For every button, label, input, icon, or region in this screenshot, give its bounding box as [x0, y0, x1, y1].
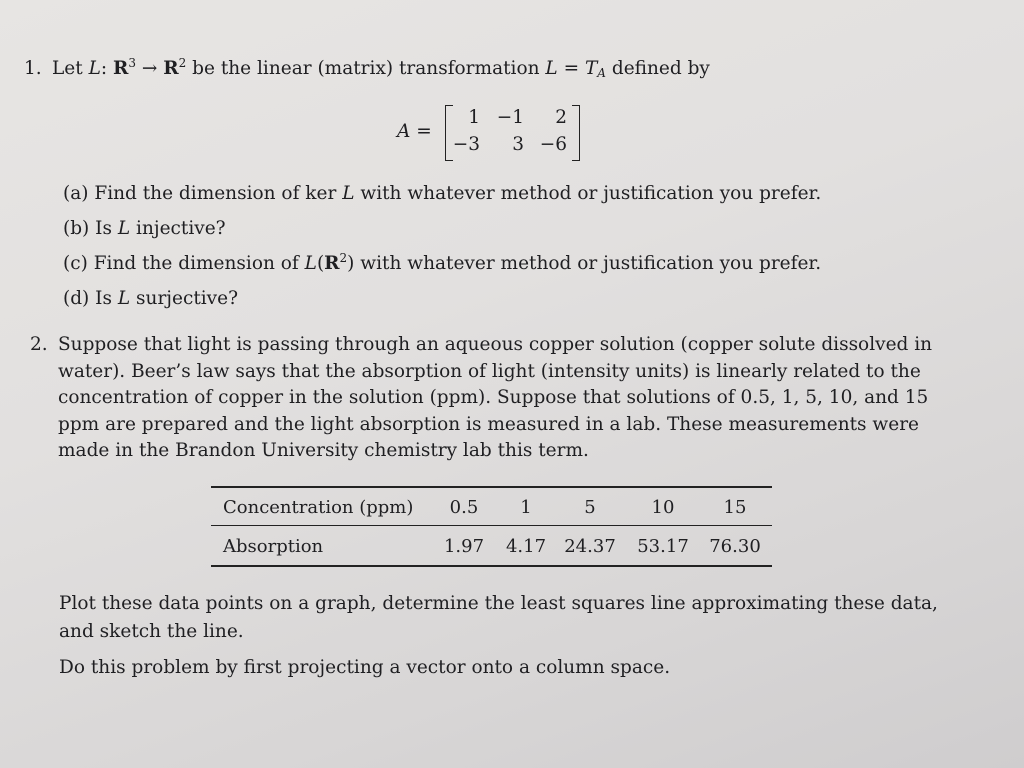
problem-2-line-5: made in the Brandon University chemistry lab this term. [58, 440, 589, 461]
part-b-label: (b) [63, 218, 90, 239]
table-row-label: Absorption [223, 536, 324, 557]
table-conc-1: 0.5 [449, 497, 479, 518]
p1-var-L: L [88, 58, 101, 79]
part-c [63, 253, 821, 274]
part-a-pre: Find the dimension of ker [94, 183, 343, 204]
part-c-label: (c) [63, 253, 88, 274]
part-b-pre: Is [95, 218, 118, 239]
matrix-brackets [445, 105, 580, 161]
p1-colon: : [100, 58, 113, 79]
part-a [63, 183, 821, 204]
part-d-post: surjective? [130, 288, 239, 309]
matrix-cell-1-1: 1 [468, 107, 480, 128]
data-table [211, 486, 772, 568]
p1-var-L2: L [545, 58, 558, 79]
part-a-post: with whatever method or justification you prefer. [354, 183, 822, 204]
p1-set-R3: R [112, 58, 129, 79]
problem-2-number: 2. [30, 334, 48, 355]
table-conc-2: 1 [520, 497, 532, 518]
problem-2-statement [30, 332, 932, 465]
matrix-cell-1-3: 2 [555, 107, 567, 128]
p1-text-let: Let [52, 58, 83, 79]
table-header-label: Concentration (ppm) [223, 497, 414, 518]
part-d-label: (d) [63, 288, 90, 309]
part-c-pre: Find the dimension of [93, 253, 305, 274]
part-c-var: L [304, 253, 317, 274]
table-bottom-rule [211, 565, 772, 567]
table-top-rule [211, 486, 772, 488]
table-mid-rule [211, 525, 772, 526]
p1-set-R2: R [163, 58, 179, 79]
table-abs-4: 53.17 [637, 536, 689, 557]
part-c-post: ) with whatever method or justification you prefer. [347, 253, 822, 274]
p1-exp-2: 2 [178, 56, 187, 70]
matrix-cell-2-3: −6 [539, 134, 567, 155]
part-d [63, 288, 238, 309]
problem-1-number: 1. [24, 58, 42, 79]
problem-2-line-1 [30, 332, 932, 359]
problem-1-statement [24, 58, 710, 79]
p1-text-transformation: be the linear (matrix) transformation [186, 58, 546, 79]
problem-2-line-4: ppm are prepared and the light absorption is measured in a lab. These measurements were [58, 413, 919, 435]
part-d-var: L [117, 288, 131, 309]
p1-sub-A: A [597, 66, 606, 80]
table-conc-3: 5 [584, 497, 596, 518]
p1-text-defined-by: defined by [605, 58, 710, 79]
part-b-post: injective? [130, 218, 226, 239]
part-a-label: (a) [63, 183, 89, 204]
matrix-label: A = [397, 121, 432, 142]
table-abs-1: 1.97 [443, 536, 485, 557]
matrix-cell-2-2: 3 [512, 134, 524, 155]
table-conc-4: 10 [651, 497, 675, 518]
matrix-cell-2-1: −3 [452, 134, 480, 155]
p1-exp-3: 3 [128, 56, 136, 70]
part-b-var: L [117, 218, 131, 239]
problem-2-line-2: water). Beer’s law says that the absorption of light (intensity units) is linearly related to the [58, 360, 921, 382]
table-conc-5: 15 [723, 497, 747, 518]
p1-var-T: T [584, 58, 598, 79]
problem-2-line-3: concentration of copper in the solution (ppm). Suppose that solutions of 0.5, 1, 5, 10, and 15 [58, 387, 929, 408]
p1-equals: = [557, 58, 585, 79]
part-a-var: L [342, 183, 355, 204]
table-abs-2: 4.17 [505, 536, 547, 557]
part-c-paren: ( [316, 253, 325, 274]
final-instruction: Do this problem by first projecting a vector onto a column space. [59, 657, 671, 678]
table-abs-3: 24.37 [564, 536, 616, 557]
table-abs-5: 76.30 [709, 536, 761, 557]
matrix-cell-1-2: −1 [496, 107, 524, 128]
plot-instructions [59, 590, 938, 646]
part-c-exp: 2 [339, 251, 348, 265]
part-c-set-R: R [324, 253, 340, 274]
plot-line-2: and sketch the line. [59, 621, 244, 642]
p1-arrow: → [136, 58, 164, 79]
plot-line-1: Plot these data points on a graph, determine the least squares line approximating these data, [59, 593, 938, 614]
part-d-pre: Is [95, 288, 118, 309]
part-b [63, 218, 226, 239]
problem-2-line-1-text: Suppose that light is passing through an aqueous copper solution (copper solute dissolved in [58, 334, 933, 355]
